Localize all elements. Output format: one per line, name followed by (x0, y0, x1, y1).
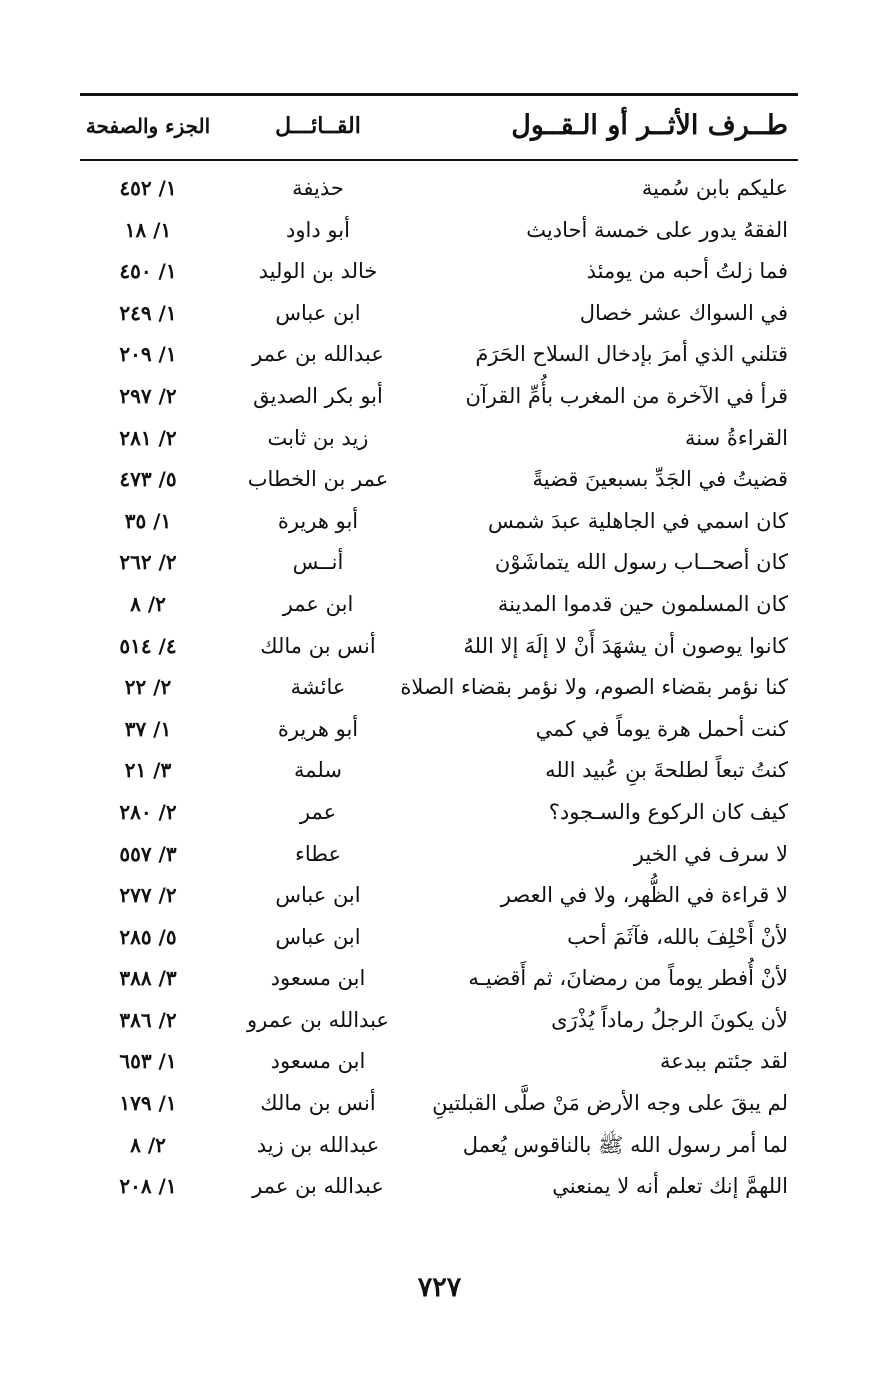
row-reference: ١/ ١٧٩ (119, 1091, 177, 1116)
row-phrase: لقد جئتم ببدعة (659, 1049, 788, 1074)
table-row (80, 709, 798, 751)
row-speaker: أبو داود (286, 217, 350, 242)
row-speaker: عمر (299, 799, 337, 824)
row-phrase: كنت أحمل هرة يوماً في كمي (535, 716, 788, 741)
row-speaker: عبدالله بن عمر (252, 1174, 384, 1199)
row-reference: ٢/ ٨ (130, 591, 166, 616)
row-phrase: الفقهُ يدور على خمسة أحاديث (526, 217, 788, 242)
row-phrase: لأنْ أُفطر يوماً من رمضانَ، ثم أَقضيـه (468, 966, 788, 991)
row-speaker: خالد بن الوليد (258, 259, 378, 284)
row-phrase: كان اسمي في الجاهلية عبدَ شمس (487, 508, 788, 533)
row-reference: ٤/ ٥١٤ (119, 633, 177, 658)
row-phrase: لأنْ أَحْلِفَ بالله، فآثَمَ أحب (567, 924, 788, 949)
table-row (80, 293, 798, 335)
row-speaker: عطاء (294, 841, 342, 866)
row-phrase: لم يبقَ على وجه الأرض مَنْ صلَّى القبلتينِ (432, 1091, 788, 1116)
row-speaker: حذيفة (292, 176, 344, 200)
row-phrase: كانوا يوصون أن يشهَدَ أَنْ لا إلَهَ إلا اللهُ (463, 633, 788, 658)
table-row (80, 626, 798, 668)
row-speaker: زيد بن ثابت (267, 425, 369, 450)
row-speaker: أنس بن مالك (260, 633, 376, 658)
header-reference: الجزء والصفحة (85, 114, 211, 138)
header-top-rule (80, 93, 798, 96)
row-reference: ١/ ٢٠٨ (119, 1174, 177, 1199)
row-speaker: عبدالله بن عمر (252, 342, 384, 367)
row-speaker: عبدالله بن عمرو (247, 1007, 389, 1032)
row-speaker: أبو هريرة (277, 508, 359, 533)
row-phrase: القراءةُ سنة (684, 425, 788, 450)
table-row (80, 418, 798, 460)
table-row (80, 917, 798, 959)
table-row (80, 501, 798, 543)
row-reference: ٢/ ٢٩٧ (119, 383, 177, 408)
row-phrase: كان المسلمون حين قدموا المدينة (497, 591, 788, 616)
table-row (80, 834, 798, 876)
table-row (80, 875, 798, 917)
index-table (80, 168, 798, 1208)
table-row (80, 459, 798, 501)
table-row (80, 792, 798, 834)
table-row (80, 334, 798, 376)
table-row (80, 1041, 798, 1083)
row-reference: ٣/ ٥٥٧ (119, 841, 177, 866)
row-speaker: عبدالله بن زيد (256, 1132, 380, 1157)
row-phrase: لأن يكونَ الرجلُ رماداً يُذْرَى (551, 1007, 788, 1032)
row-reference: ٢/ ٢٧٧ (119, 883, 177, 908)
row-reference: ٣/ ٣٨٨ (119, 966, 177, 991)
table-row (80, 1125, 798, 1167)
row-speaker: ابن عباس (275, 883, 361, 908)
header-phrase: طــرف الأثــر أو الـقــول (511, 110, 788, 141)
row-reference: ١/ ٣٧ (124, 716, 172, 741)
row-reference: ٥/ ٢٨٥ (119, 924, 177, 949)
row-speaker: ابن عباس (275, 924, 361, 949)
row-reference: ١/ ١٨ (124, 217, 172, 242)
row-reference: ١/ ٣٥ (124, 508, 172, 533)
table-row (80, 251, 798, 293)
row-speaker: ابن عباس (275, 300, 361, 325)
table-row (80, 210, 798, 252)
row-phrase: كنا نؤمر بقضاء الصوم، ولا نؤمر بقضاء الصلاة (400, 675, 788, 700)
table-row (80, 667, 798, 709)
row-speaker: أنــس (292, 550, 344, 575)
row-reference: ١/ ٤٥٠ (119, 259, 177, 284)
row-reference: ١/ ٢٠٩ (119, 342, 177, 367)
row-phrase: كيف كان الركوع والسـجود؟ (548, 799, 788, 824)
table-row (80, 584, 798, 626)
row-reference: ٢/ ٢٨١ (119, 425, 177, 450)
table-row (80, 376, 798, 418)
row-speaker: أنس بن مالك (260, 1091, 376, 1116)
row-reference: ١/ ٤٥٢ (119, 176, 177, 200)
row-speaker: ابن مسعود (270, 1049, 366, 1074)
row-reference: ٢/ ٣٨٦ (119, 1007, 177, 1032)
row-speaker: سلمة (294, 758, 342, 783)
row-phrase: قرأ في الآخرة من المغرب بأُمِّ القرآن (465, 383, 788, 408)
table-row (80, 750, 798, 792)
row-phrase: لا سرف في الخير (633, 841, 788, 866)
row-phrase: قتلني الذي أمرَ بإدخال السلاح الحَرَمَ (475, 342, 788, 367)
row-reference: ١/ ٢٤٩ (119, 300, 177, 325)
row-speaker: عمر بن الخطاب (247, 467, 389, 492)
table-row (80, 168, 798, 210)
row-reference: ٢/ ٢٢ (124, 675, 172, 700)
header-bottom-rule (80, 159, 798, 161)
row-phrase: كان أصحــاب رسول الله يتماشَوْن (494, 550, 788, 575)
row-speaker: ابن مسعود (270, 966, 366, 991)
row-reference: ٢/ ٢٦٢ (119, 550, 177, 575)
row-reference: ١/ ٦٥٣ (119, 1049, 177, 1074)
row-reference: ٣/ ٢١ (124, 758, 172, 783)
row-speaker: ابن عمر (282, 591, 354, 616)
row-phrase: كنتُ تبعاً لطلحةَ بنِ عُبيد الله (545, 758, 788, 783)
table-header (80, 104, 798, 148)
row-phrase: عليكم بابن سُمية (641, 176, 788, 200)
row-phrase: فما زلتُ أحبه من يومئذ (586, 259, 788, 284)
row-speaker: عائشة (290, 675, 346, 700)
row-reference: ٥/ ٤٧٣ (119, 467, 177, 492)
table-row (80, 542, 798, 584)
table-row (80, 1083, 798, 1125)
row-reference: ٢/ ٢٨٠ (119, 799, 177, 824)
table-row (80, 1166, 798, 1208)
row-phrase: لا قراءة في الظُّهر، ولا في العصر (500, 883, 788, 908)
page-number: ٧٢٧ (417, 1272, 462, 1303)
table-row (80, 958, 798, 1000)
row-phrase: لما أمر رسول الله ﷺ بالناقوس يُعمل (462, 1132, 788, 1157)
row-speaker: أبو هريرة (277, 716, 359, 741)
row-phrase: اللهمَّ إنك تعلم أنه لا يمنعني (552, 1174, 788, 1199)
row-phrase: في السواك عشر خصال (579, 300, 788, 325)
row-phrase: قضيتُ في الجَدِّ بسبعينَ قضيةً (532, 467, 788, 492)
header-speaker: القــائـــل (275, 113, 361, 139)
row-reference: ٢/ ٨ (130, 1132, 166, 1157)
row-speaker: أبو بكر الصديق (253, 383, 383, 408)
table-row (80, 1000, 798, 1042)
